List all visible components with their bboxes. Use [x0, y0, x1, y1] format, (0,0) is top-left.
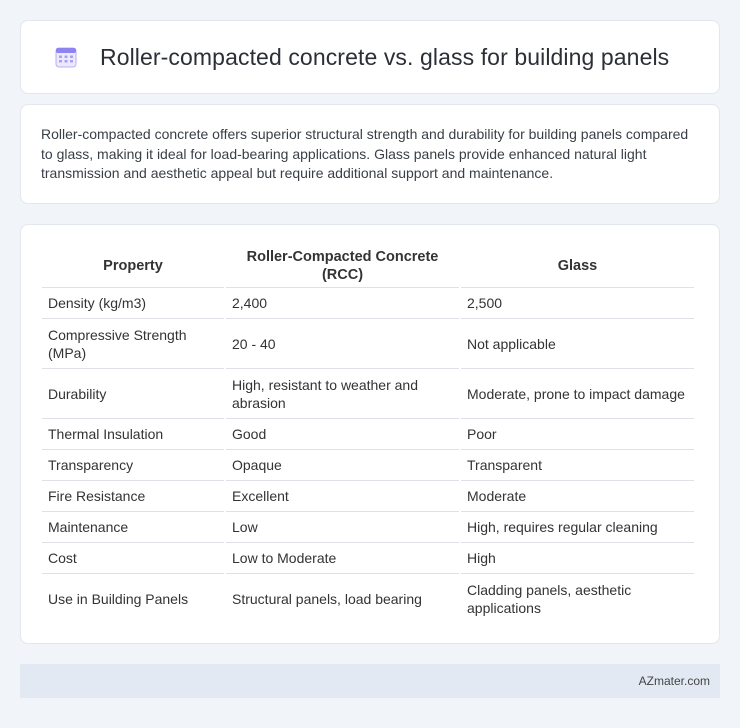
table-row	[42, 369, 694, 419]
cell-property: Compressive Strength (MPa)	[42, 319, 224, 369]
cell-glass: 2,500	[461, 288, 694, 319]
cell-property: Thermal Insulation	[42, 419, 224, 450]
table-row	[42, 481, 694, 512]
cell-glass: Cladding panels, aesthetic applications	[467, 582, 632, 616]
cell-rcc: High, resistant to weather and abrasion	[226, 369, 459, 419]
cell-property: Durability	[42, 369, 224, 419]
header-property: Property	[42, 245, 224, 288]
cell-glass: High, requires regular cleaning	[461, 512, 694, 543]
cell-rcc: Opaque	[226, 450, 459, 481]
header-glass: Glass	[461, 245, 694, 288]
summary-card	[20, 104, 720, 204]
comparison-table-card	[20, 224, 720, 644]
cell-rcc: Good	[226, 419, 459, 450]
cell-glass: Not applicable	[461, 319, 694, 369]
table-row	[42, 419, 694, 450]
cell-glass: High	[461, 543, 694, 574]
title-card	[20, 20, 720, 94]
calendar-icon	[54, 45, 78, 69]
cell-property: Cost	[42, 543, 224, 574]
cell-property: Transparency	[42, 450, 224, 481]
footer-site-name: AZmater.com	[638, 674, 710, 688]
cell-rcc: Structural panels, load bearing	[232, 591, 422, 607]
table-row	[42, 574, 694, 624]
table-row	[42, 288, 694, 319]
table-header-row	[42, 245, 694, 288]
table-row	[42, 450, 694, 481]
summary-text: Roller-compacted concrete offers superior structural strength and durability for building panels compared to glass, making it ideal for load-bearing applications. Glass panels provide enhanced natural light transmission and aesthetic appeal but require additional support and maintenance.	[41, 126, 689, 181]
page-title: Roller-compacted concrete vs. glass for building panels	[100, 43, 670, 70]
cell-property: Density (kg/m3)	[42, 288, 224, 319]
table-row	[42, 512, 694, 543]
cell-property: Maintenance	[42, 512, 224, 543]
cell-rcc: Excellent	[226, 481, 459, 512]
cell-property: Fire Resistance	[42, 481, 224, 512]
cell-glass: Moderate	[461, 481, 694, 512]
table-row	[42, 319, 694, 369]
comparison-table	[40, 245, 696, 624]
cell-rcc: 2,400	[226, 288, 459, 319]
cell-rcc: 20 - 40	[226, 319, 459, 369]
cell-rcc: Low to Moderate	[226, 543, 459, 574]
header-rcc: Roller-Compacted Concrete (RCC)	[226, 245, 459, 288]
cell-glass: Moderate, prone to impact damage	[461, 369, 694, 419]
cell-rcc: Low	[226, 512, 459, 543]
cell-property: Use in Building Panels	[48, 591, 189, 607]
cell-glass: Poor	[461, 419, 694, 450]
footer	[20, 664, 720, 698]
table-row	[42, 543, 694, 574]
cell-glass: Transparent	[461, 450, 694, 481]
